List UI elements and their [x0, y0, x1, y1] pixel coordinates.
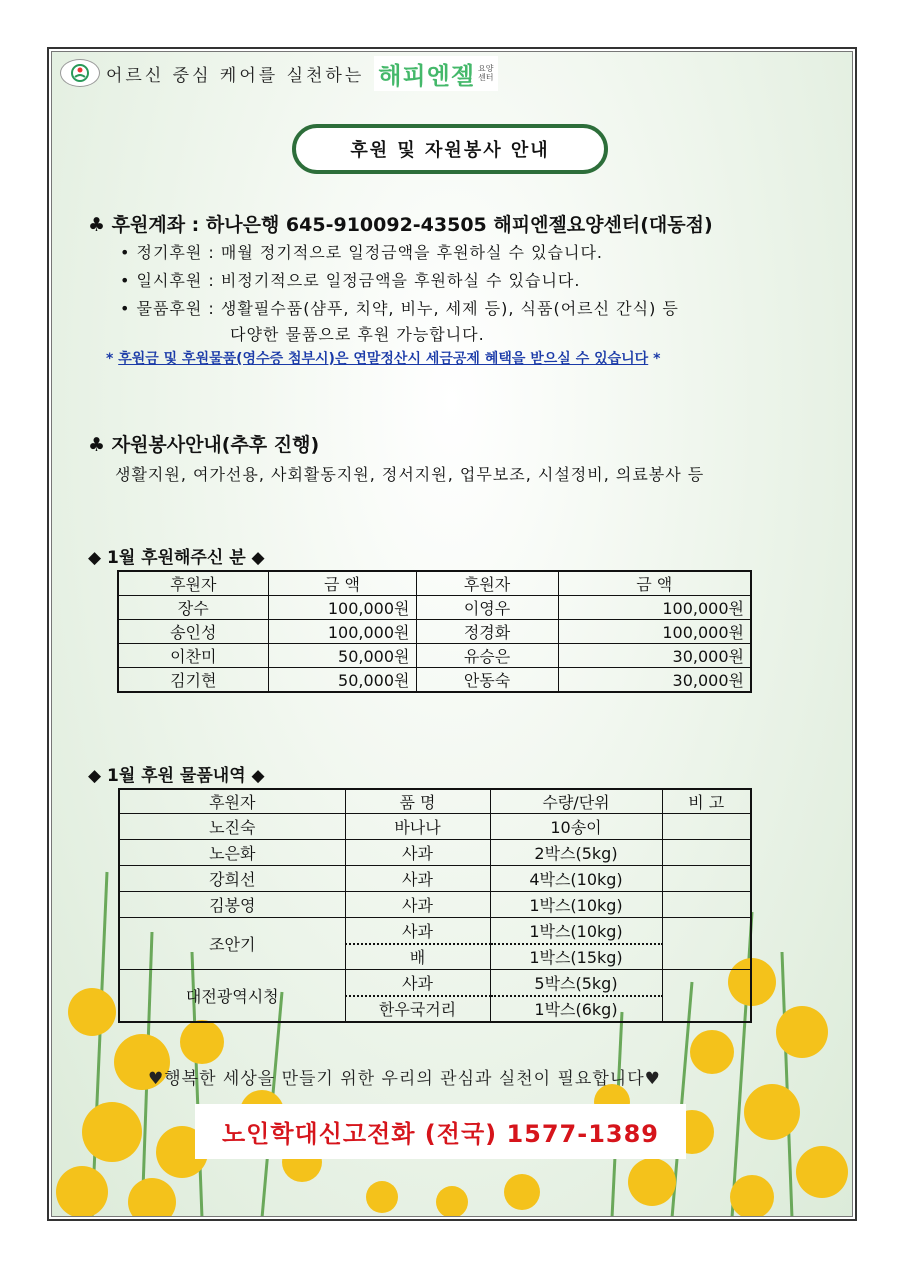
hotline-box: [195, 1104, 686, 1159]
table-row: [119, 970, 751, 996]
tax-note: [106, 348, 660, 368]
volunteer-text: 생활지원, 여가선용, 사회활동지원, 정서지원, 업무보조, 시설정비, 의료봉사 등: [115, 465, 705, 484]
table-row: [119, 918, 751, 944]
table-cell: 30,000원: [558, 668, 751, 693]
table-cell: 사과: [345, 840, 490, 866]
table-cell: 강희선: [119, 866, 345, 892]
col-header: 후원자: [119, 789, 345, 814]
table-row: [118, 620, 751, 644]
table-header-row: [118, 571, 751, 596]
donation-item-1: • 정기후원 : 매월 정기적으로 일정금액을 후원하실 수 있습니다.: [120, 243, 604, 262]
table-cell: 100,000원: [268, 620, 416, 644]
table-cell: 사과: [345, 866, 490, 892]
volunteer-heading: ♣ 자원봉사안내(추후 진행): [88, 434, 320, 456]
logo-icon: [60, 59, 100, 87]
table-cell: 100,000원: [558, 620, 751, 644]
table-cell: 100,000원: [558, 596, 751, 620]
donation-item-3-cont: 다양한 물품으로 후원 가능합니다.: [230, 325, 485, 344]
goods-heading: ◆ 1월 후원 물품내역 ◆: [88, 766, 265, 786]
table-cell: 사과: [345, 970, 490, 996]
table-cell: 김봉영: [119, 892, 345, 918]
table-cell: [662, 918, 751, 970]
table-cell: 30,000원: [558, 644, 751, 668]
donors-heading: ◆ 1월 후원해주신 분 ◆: [88, 548, 265, 568]
goods-table: [118, 788, 752, 1023]
table-cell: [662, 814, 751, 840]
table-cell: 한우국거리: [345, 996, 490, 1022]
donation-item-2: • 일시후원 : 비정기적으로 일정금액을 후원하실 수 있습니다.: [120, 271, 581, 290]
table-cell: [662, 970, 751, 1022]
table-cell: 송인성: [118, 620, 268, 644]
table-cell: 1박스(10kg): [490, 918, 662, 944]
table-cell: 1박스(15kg): [490, 944, 662, 970]
table-cell: 5박스(5kg): [490, 970, 662, 996]
table-cell: 10송이: [490, 814, 662, 840]
tax-note-text: 후원금 및 후원물품(영수증 첨부시)은 연말정산시 세금공제 혜택을 받으실 수 있습니다: [118, 351, 649, 367]
col-header: 수량/단위: [490, 789, 662, 814]
table-cell: 이영우: [416, 596, 558, 620]
page-title: 후원 및 자원봉사 안내: [350, 140, 550, 161]
table-cell: 노은화: [119, 840, 345, 866]
col-header: 후원자: [416, 571, 558, 596]
table-cell: 바나나: [345, 814, 490, 840]
header-tagline: 어르신 중심 케어를 실천하는: [106, 65, 365, 86]
col-header: 품 명: [345, 789, 490, 814]
table-row: [119, 866, 751, 892]
table-cell: 대전광역시청: [119, 970, 345, 1022]
table-cell: 2박스(5kg): [490, 840, 662, 866]
table-cell: 정경화: [416, 620, 558, 644]
donation-item-3: • 물품후원 : 생활필수품(샴푸, 치약, 비누, 세제 등), 식품(어르신 간식) 등: [120, 299, 679, 318]
table-cell: [662, 892, 751, 918]
table-cell: 1박스(10kg): [490, 892, 662, 918]
hotline-text: 노인학대신고전화 (전국) 1577-1389: [221, 1120, 660, 1148]
table-cell: 노진숙: [119, 814, 345, 840]
table-cell: 유승은: [416, 644, 558, 668]
header: [60, 57, 498, 89]
table-cell: 100,000원: [268, 596, 416, 620]
table-row: [118, 644, 751, 668]
table-cell: 장수: [118, 596, 268, 620]
table-cell: 안동숙: [416, 668, 558, 693]
table-cell: 4박스(10kg): [490, 866, 662, 892]
table-row: [118, 668, 751, 693]
page-title-box: [292, 124, 608, 174]
table-cell: [662, 866, 751, 892]
table-cell: 김기현: [118, 668, 268, 693]
tax-note-prefix: *: [106, 351, 119, 367]
tax-note-suffix: *: [648, 351, 661, 367]
table-row: [119, 814, 751, 840]
table-cell: 이찬미: [118, 644, 268, 668]
brand-sub: [478, 64, 493, 82]
brand-sub-1: 요양: [478, 64, 494, 73]
col-header: 후원자: [118, 571, 268, 596]
footer-message: ♥행복한 세상을 만들기 위한 우리의 관심과 실천이 필요합니다♥: [148, 1069, 661, 1089]
donation-heading: ♣ 후원계좌 : 하나은행 645-910092-43505 해피엔젤요양센터(대동점): [88, 214, 713, 236]
brand-logo: [374, 56, 497, 91]
donors-table: [117, 570, 752, 693]
table-cell: 배: [345, 944, 490, 970]
table-row: [118, 596, 751, 620]
brand-name: 해피엔젤: [378, 61, 476, 90]
col-header: 비 고: [662, 789, 751, 814]
table-row: [119, 892, 751, 918]
table-cell: 조안기: [119, 918, 345, 970]
table-cell: 1박스(6kg): [490, 996, 662, 1022]
table-cell: [662, 840, 751, 866]
brand-sub-2: 센터: [478, 73, 494, 82]
table-cell: 사과: [345, 892, 490, 918]
table-cell: 사과: [345, 918, 490, 944]
col-header: 금 액: [268, 571, 416, 596]
table-cell: 50,000원: [268, 668, 416, 693]
table-header-row: [119, 789, 751, 814]
col-header: 금 액: [558, 571, 751, 596]
table-cell: 50,000원: [268, 644, 416, 668]
table-row: [119, 840, 751, 866]
